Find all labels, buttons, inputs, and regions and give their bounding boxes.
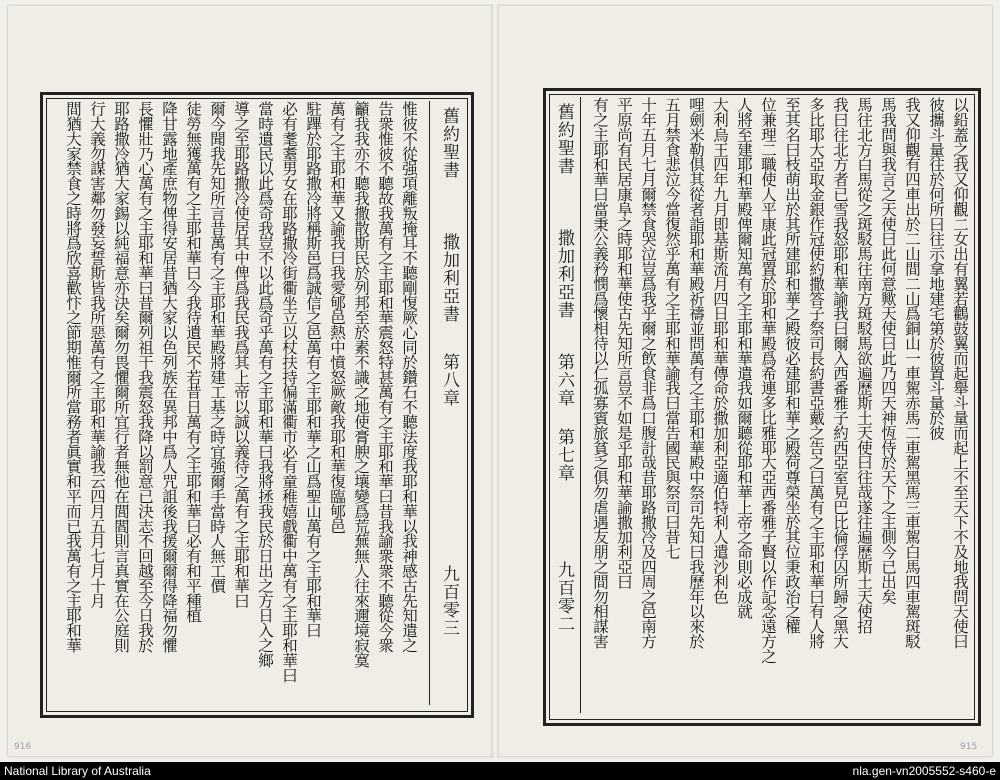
left-margin-page-number: 九百零三 [439, 565, 459, 637]
right-margin-page-number: 九百零二 [554, 561, 574, 633]
left-margin-title: 舊約聖書 [439, 107, 459, 179]
right-page-border [543, 88, 981, 726]
text-column: 馬我問與我言之天使曰此何意歟天使曰此乃四天神恆侍於天下之主側今已出矣 [879, 97, 897, 604]
text-column: 位兼理二職使人平康此冠置於耶和華殿爲希連多比雅耶大亞西番雅子賢以作記念遠方之 [759, 97, 777, 664]
text-column: 平原尚有民居康阜之時耶和華使古先知所言豈不如是乎耶和華諭撒加利亞曰 [615, 97, 633, 589]
text-column: 多比耶大亞取金銀作冠使約撒答子祭司長約書亞戴之告之曰萬有之主耶和華曰有人將 [807, 97, 825, 649]
left-margin-book: 撒加利亞書 [439, 233, 459, 323]
text-column: 籲我我亦不聽我撒散斯民於列邦至於素不識之地使膏腴之壤變爲荒蕪無人往來邇境寂寞 [352, 101, 370, 668]
right-margin-title: 舊約聖書 [554, 103, 574, 175]
text-column: 馬往北方白馬從之斑駁馬往南方斑駁馬欲遍歷斯土天使曰往哉遂往遍歷斯土天使招 [855, 97, 873, 634]
text-column: 有之主耶和華曰當秉公義矜憫爲懷相待以仁孤寡賓旅貧乏俱勿虐遇友朋之間勿相謀害 [591, 97, 609, 649]
left-page-text [57, 101, 421, 705]
book-gutter [491, 4, 499, 758]
text-column: 彼攜斗量往於何所曰往示拿地建宅第於彼置斗量於彼 [927, 97, 945, 440]
right-margin-strip [580, 97, 581, 713]
text-column: 駐蹕於耶路撒冷將稱斯邑爲誠信之邑萬有之主耶和華之山爲聖山萬有之主耶和華曰 [304, 101, 322, 638]
footer-bar [0, 762, 1000, 780]
text-column: 惟彼不從强項離叛掩耳不聽剛愎厥心同於鑽石不聽法度我耶和華以我神感古先知遣之 [400, 101, 418, 653]
right-margin-book: 撒加利亞書 [554, 229, 574, 319]
text-column: 導之至耶路撒冷使居其中俾爲我民我爲其上帝以誠以義待之萬有之主耶和華曰 [232, 101, 250, 608]
left-margin-strip [429, 101, 430, 705]
text-column: 萬有之主耶和華又諭我曰我愛郇邑熱中憤怒厥敵我耶和華復臨郇邑 [328, 101, 346, 534]
text-column: 以鉛蓋之我又仰觀二女出有翼若鸛鼓翼而起舉斗量而起上不至天下不及地我問天使曰 [951, 97, 969, 649]
text-column: 長懼壯乃心萬有之主耶和華曰昔爾列祖干我震怒我降以罰意已決志不回越至今日我於 [136, 101, 154, 653]
text-column: 五月禁食悲泣今當復然乎萬有之主耶和華諭我曰當告國民與祭司曰昔七 [663, 97, 681, 559]
text-column: 我又仰觀有四車出於二山間二山爲銅山一車駕赤馬二車駕黑馬三車駕白馬四車駕斑駁 [903, 97, 921, 649]
text-column: 間猶大家禁食之時將爲欣喜歡忭之節期惟爾所當務者眞實和平而已我萬有之主耶和華 [64, 101, 82, 653]
text-column: 哩劍米勒倶其從者詣耶和華殿祈禱並問萬有之主耶和華殿中祭司先知曰我歷年以來於 [687, 97, 705, 649]
text-column: 我曰往北方者已雪我怒耶和華諭我曰爾入西番雅子約西亞室見巴比倫俘囚所歸之黑大 [831, 97, 849, 649]
left-margin-chapter: 第八章 [439, 353, 459, 407]
right-margin-chapter: 第六章 第七章 [554, 353, 574, 482]
right-pencil-page-number: 915 [960, 742, 978, 752]
left-page-border [40, 92, 474, 718]
text-column: 大利烏王四年九月即基斯流月四日耶和華傳命於撒加利亞適伯特利人遣沙利色 [711, 97, 729, 604]
text-column: 耶路撒冷猶大家錫以純福意亦決矣爾勿畏懼爾所宜行者無他在閭閻則言真實在公庭則 [112, 101, 130, 653]
text-column: 降甘露地產庶物俾得安居昔猶大家以色列族在異邦中爲人咒詛後我援爾爾得降福勿懼 [160, 101, 178, 653]
text-column: 爾今聞我先知所言昔萬有之主耶和華殿將建工基之時宜強爾手當時人無工價 [208, 101, 226, 593]
left-pencil-page-number: 916 [14, 742, 32, 752]
text-column: 行大義勿謀害鄰勿發妄誓斯皆我所惡萬有之主耶和華諭我云四月五月七月十月 [88, 101, 106, 608]
right-page-text [588, 97, 972, 713]
item-identifier: nla.gen-vn2005552-s460-e [852, 764, 996, 778]
text-column: 至其名曰枝萌出於其所建耶和華之殿彼必建耶和華之殿荷尊榮坐於其位秉政治之權 [783, 97, 801, 634]
text-column: 徒勞無獲萬有之主耶和華曰今我待遺民不若昔日萬有之主耶和華曰必有和平種植 [184, 101, 202, 623]
text-column: 必有耄耋男女在耶路撒冷街衢坐立以杖扶持偏滿衢市必有童稚嬉戲衢中萬有之主耶和華曰 [280, 101, 298, 683]
library-credit: National Library of Australia [4, 764, 151, 778]
text-column: 人將至建耶和華殿俾爾知萬有之主耶和華遣我如爾聽從耶和華上帝之命則必成就 [735, 97, 753, 619]
text-column: 十年五月七月爾禁食哭泣豈爲我乎爾之飲食非爲口腹計哉昔耶路撒冷及四周之邑南方 [639, 97, 657, 649]
text-column: 當時遺民以此爲奇我豈不以此爲奇乎萬有之主耶和華曰我將拯我民於日出之方日入之鄉 [256, 101, 274, 668]
text-column: 告衆惟彼不聽故我萬有之主耶和華震怒特甚萬有之主耶和華曰昔我諭衆衆不聽從今衆 [376, 101, 394, 653]
